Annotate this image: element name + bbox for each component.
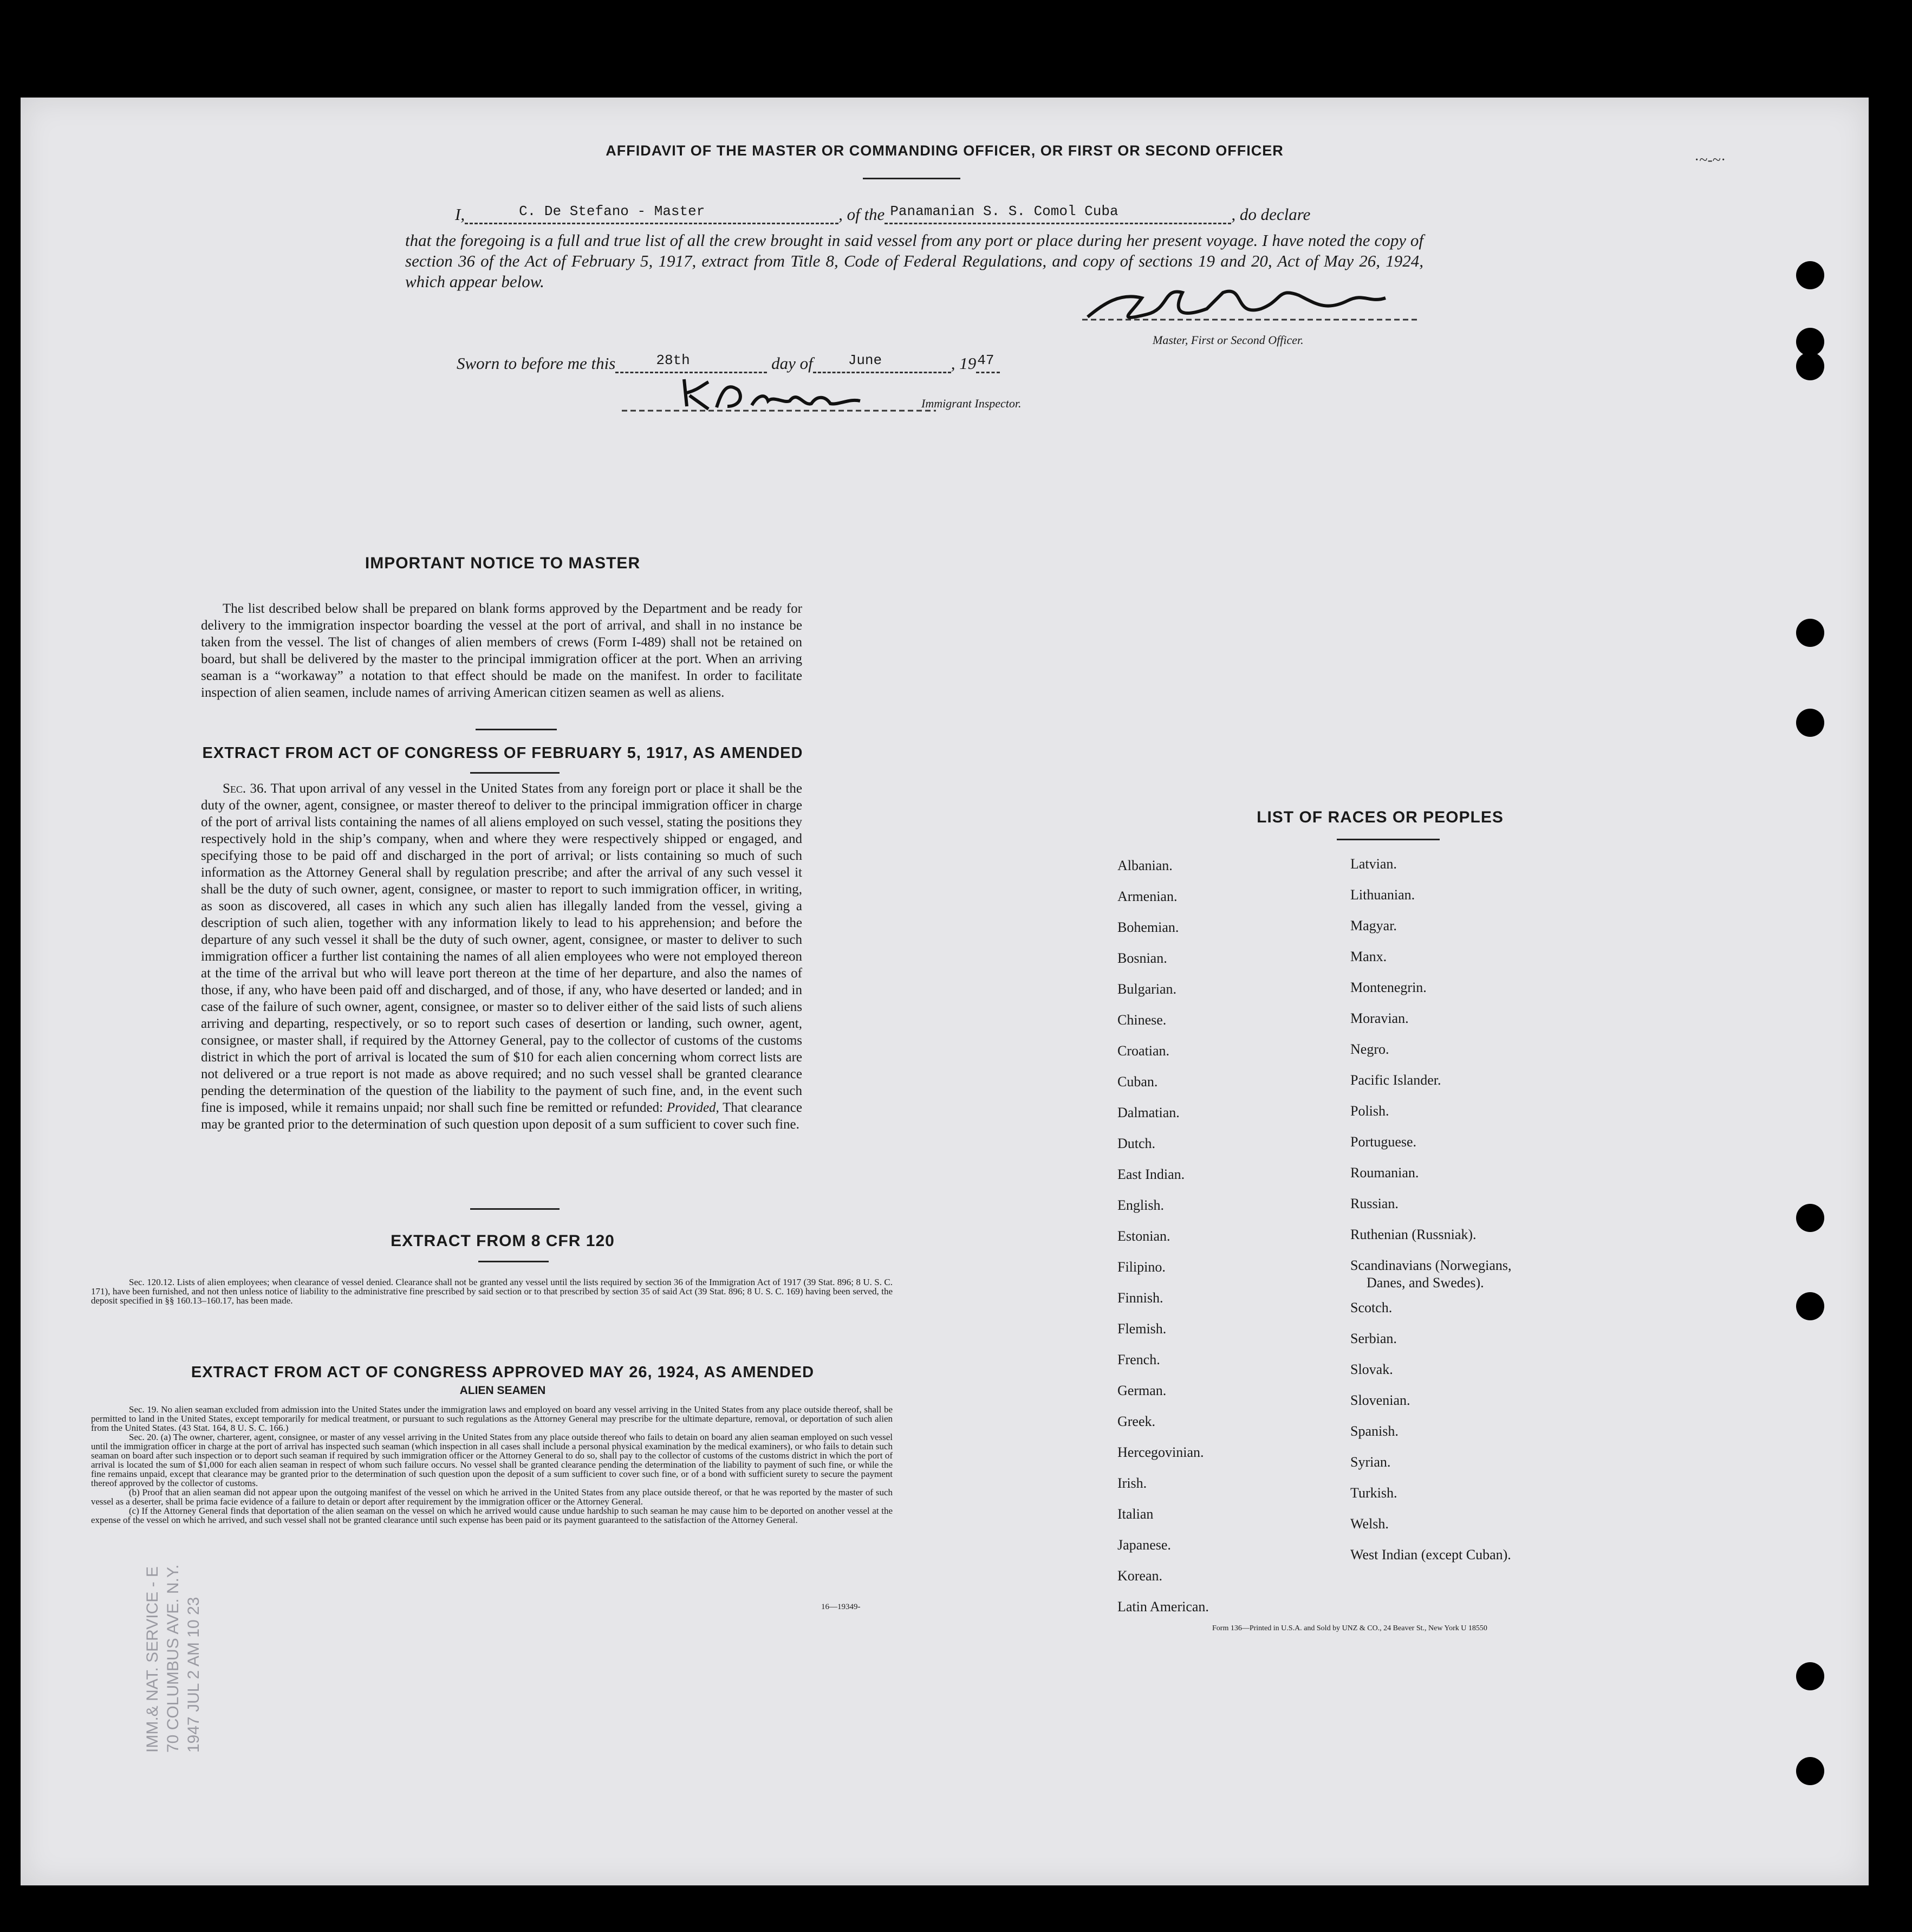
race-item: Dutch. bbox=[1117, 1136, 1156, 1151]
sworn-year: 47 bbox=[977, 352, 994, 368]
race-item: Russian. bbox=[1350, 1196, 1399, 1211]
year-prefix: , 19 bbox=[951, 354, 977, 373]
race-item: Ruthenian (Russniak). bbox=[1350, 1227, 1477, 1242]
race-item: Armenian. bbox=[1117, 889, 1178, 904]
extract-cfr-title: EXTRACT FROM 8 CFR 120 bbox=[391, 1232, 615, 1250]
sworn-month: June bbox=[848, 352, 882, 368]
declaration-line bbox=[455, 205, 1310, 224]
race-item: Bosnian. bbox=[1117, 950, 1167, 966]
extract-cfr-divider bbox=[478, 1261, 549, 1262]
day-of-text: day of bbox=[771, 354, 813, 373]
race-item: Chinese. bbox=[1117, 1012, 1167, 1028]
race-item: Albanian. bbox=[1117, 858, 1173, 873]
form-number: 16—19349- bbox=[821, 1603, 861, 1611]
race-item: Syrian. bbox=[1350, 1454, 1391, 1470]
race-item: Manx. bbox=[1350, 949, 1387, 964]
race-item: Danes, and Swedes). bbox=[1367, 1275, 1484, 1291]
race-item: Greek. bbox=[1117, 1414, 1156, 1429]
declaration-text: that the foregoing is a full and true list of all the crew brought in said vessel from any port or place during her present voyage. I have noted the copy of section 36 of the Act of February 5, 1917, extract from Title 8, Code of Federal Regulations, and copy of sections 19 and 20, Act of May 26, 1924, which appear below. bbox=[405, 231, 1423, 291]
race-item: Portuguese. bbox=[1350, 1134, 1417, 1150]
race-item: Moravian. bbox=[1350, 1010, 1409, 1026]
stamp-line-1: IMM.& NAT. SERVICE - E bbox=[144, 1566, 161, 1753]
race-item: Filipino. bbox=[1117, 1259, 1166, 1275]
race-item: Polish. bbox=[1350, 1103, 1389, 1119]
race-item: Slovenian. bbox=[1350, 1392, 1410, 1408]
extract-1917-title: EXTRACT FROM ACT OF CONGRESS OF FEBRUARY 5, 1917, AS AMENDED bbox=[202, 744, 803, 762]
extract-1917-body bbox=[201, 780, 802, 1133]
extract-1924-body bbox=[91, 1405, 893, 1525]
sec-36-label: Sec. 36. bbox=[223, 781, 267, 796]
race-item: Slovak. bbox=[1350, 1362, 1393, 1377]
race-item: Spanish. bbox=[1350, 1423, 1399, 1439]
races-title: LIST OF RACES OR PEOPLES bbox=[1257, 808, 1504, 826]
notice-text: The list described below shall be prepared on blank forms approved by the Department and be ready for delivery to the immigration inspector boarding the vessel at the port of arrival, and shall in no instance be taken from the vessel. The list of changes of alien members of crews (Form I-489) shall not be retained on board, but shall be delivered by the master to the principal immigration officer at the port. When an arriving seaman is a “workaway” a notation to that effect should be made on the manifest. In order to facilitate inspection of alien seamen, include names of arriving American citizen seamen as well as aliens. bbox=[201, 601, 802, 700]
race-item: Montenegrin. bbox=[1350, 980, 1427, 995]
race-item: Dalmatian. bbox=[1117, 1105, 1180, 1120]
inspector-caption: Immigrant Inspector. bbox=[921, 397, 1022, 410]
punch-hole bbox=[1796, 261, 1824, 289]
punch-hole bbox=[1796, 1662, 1824, 1690]
punch-hole bbox=[1796, 1757, 1824, 1785]
sec-36-text: That upon arrival of any vessel in the United States from any foreign port or place it shall be the duty of the owner, agent, consignee, or master thereof to deliver to the principal immigration officer in charge of the port of arrival lists containing the names of all aliens employed on such vessel, stating the positions they respectively hold in the ship’s company, when and where they were respectively shipped or engaged, and specifying those to be paid off and discharged in the port of arrival; or lists containing so much of such information as the Attorney General shall by regulation prescribe; and after the arrival of any such vessel it shall be the duty of such owner, agent, consignee, or master to report to such immigration officer, in writing, as soon as discovered, all cases in which any such alien has illegally landed from the vessel, giving a description of such alien, together with any information likely to lead to his apprehension; and before the departure of any such vessel it shall be the duty of such owner, agent, consignee, or master to deliver to such immigration officer a further list containing the names of all alien employees who were not employed thereon at the time of the arrival but who will leave port thereon at the time of her departure, and also the names of those, if any, who have been paid off and discharged, and of those, if any, who have deserted or landed; and in case of the failure of such owner, agent, consignee, or master so to deliver either of the said lists of such aliens arriving and departing, respectively, or so to report such cases of desertion or landing, such owner, agent, consignee, or master shall, if required by the Attorney General, pay to the collector of customs of the customs district in which the port of arrival is located the sum of $10 for each alien concerning whom correct lists are not delivered or a true report is not made as above required; and no such vessel shall be granted clearance pending the determination of the question of the liability to the payment of such fine, and, in the event such fine is imposed, while it remains unpaid; nor shall such fine be remitted or refunded: bbox=[201, 781, 802, 1115]
race-item: Irish. bbox=[1117, 1475, 1147, 1491]
of-the-text: , of the bbox=[838, 205, 885, 224]
extract-1924-title: EXTRACT FROM ACT OF CONGRESS APPROVED MAY 26, 1924, AS AMENDED bbox=[191, 1364, 815, 1381]
race-item: Flemish. bbox=[1117, 1321, 1167, 1337]
stamp-line-3: 1947 JUL 2 AM 10 23 bbox=[185, 1597, 203, 1753]
race-item: Cuban. bbox=[1117, 1074, 1158, 1090]
race-item: Magyar. bbox=[1350, 918, 1397, 933]
punch-hole bbox=[1796, 709, 1824, 737]
race-item: Latvian. bbox=[1350, 856, 1397, 872]
vessel-name: Panamanian S. S. Comol Cuba bbox=[890, 203, 1118, 219]
sec-36-text-end: That clearance may be granted prior to the determination of such question upon deposit of a sum sufficient to cover such fine. bbox=[201, 1100, 802, 1132]
master-signature bbox=[1082, 271, 1429, 330]
sec-20a-text: Sec. 20. (a) The owner, charterer, agent, consignee, or master of any vessel arriving in the United States from any place outside thereof who fails to detain on board any alien seaman employed on such vessel until the immigration officer in charge at the port of arrival has inspected such seaman (which inspection in all cases shall include a personal physical examination by the medical examiners), or who fails to detain such seaman on board after such inspection or to deport such seaman if required by such immigration officer or the Attorney General to do so, shall pay to the collector of customs of the customs district in which the port of arrival is located the sum of $1,000 for each alien seaman in respect of whom such failure occurs. No vessel shall be granted clearance pending the determination of the liability to payment of such fine, or while the fine remains unpaid, except that clearance may be granted prior to the determination of such question upon the deposit of a sum sufficient to cover such fine, or of a bond with sufficient surety to secure the payment thereof approved by the collector of customs. bbox=[91, 1432, 893, 1488]
extract-1917-end-divider bbox=[470, 1208, 560, 1210]
sec-20b-text: (b) Proof that an alien seaman did not appear upon the outgoing manifest of the vessel on which he arrived in the United States from any place outside thereof, or that he was reported by the master of such vessel as a deserter, shall be prima facie evidence of a failure to detain or deport after requirement by the immigration officer or the Attorney General. bbox=[91, 1487, 893, 1507]
race-item: Croatian. bbox=[1117, 1043, 1170, 1059]
extract-cfr-text: Sec. 120.12. Lists of alien employees; when clearance of vessel denied. Clearance shall not be granted any vessel until the lists required by section 36 of the Immigration Act of 1917 (39 Stat. 896; 8 U. S. C. 171), have been furnished, and not then unless notice of liability to the administrative fine prescribed by said section or to that prescribed by section 35 of said Act (39 Stat. 896; 8 U. S. C. 169) having been served, the deposit specified in §§ 160.13–160.17, has been made. bbox=[91, 1277, 893, 1306]
punch-hole bbox=[1796, 1204, 1824, 1232]
races-divider bbox=[1337, 839, 1440, 840]
form-footer: Form 136—Printed in U.S.A. and Sold by UNZ & CO., 24 Beaver St., New York U 18550 bbox=[1212, 1624, 1487, 1632]
race-item: Welsh. bbox=[1350, 1516, 1389, 1532]
race-item: English. bbox=[1117, 1197, 1164, 1213]
race-item: Scandinavians (Norwegians, bbox=[1350, 1257, 1512, 1273]
corner-mark: ·~-~· bbox=[1694, 152, 1726, 168]
extract-1924-subtitle: ALIEN SEAMEN bbox=[459, 1384, 546, 1397]
receipt-stamp bbox=[142, 1565, 204, 1753]
race-item: Scotch. bbox=[1350, 1300, 1393, 1315]
race-item: Negro. bbox=[1350, 1041, 1389, 1057]
punch-hole bbox=[1796, 352, 1824, 380]
master-signature-caption: Master, First or Second Officer. bbox=[1153, 333, 1304, 347]
sec-20c-text: (c) If the Attorney General finds that deportation of the alien seaman on the vessel on which he arrived would cause undue hardship to such seaman he may cause him to be deported on another vessel at the expense of the vessel on which he arrived, and such vessel shall not be granted clearance until such expense has been paid or its payment guaranteed to the satisfaction of the Attorney General. bbox=[91, 1506, 893, 1525]
stamp-line-2: 70 COLUMBUS AVE. N.Y. bbox=[164, 1564, 182, 1753]
race-item: Roumanian. bbox=[1350, 1165, 1419, 1181]
race-item: Estonian. bbox=[1117, 1228, 1170, 1244]
race-item: Lithuanian. bbox=[1350, 887, 1415, 903]
sworn-prefix: Sworn to before me this bbox=[457, 354, 616, 373]
title-divider bbox=[863, 178, 960, 179]
race-item: Finnish. bbox=[1117, 1290, 1163, 1306]
extract-1917-divider bbox=[470, 772, 560, 774]
sworn-line bbox=[457, 354, 1000, 373]
race-item: Korean. bbox=[1117, 1568, 1163, 1584]
document-page bbox=[21, 98, 1869, 1885]
race-item: West Indian (except Cuban). bbox=[1350, 1547, 1511, 1563]
affidavit-title: AFFIDAVIT OF THE MASTER OR COMMANDING OFFICER, OR FIRST OR SECOND OFFICER bbox=[606, 142, 1284, 159]
punch-hole bbox=[1796, 619, 1824, 647]
race-item: East Indian. bbox=[1117, 1166, 1185, 1182]
race-item: Serbian. bbox=[1350, 1331, 1397, 1346]
notice-divider bbox=[476, 729, 557, 730]
punch-hole bbox=[1796, 1292, 1824, 1320]
races-left-column bbox=[1117, 858, 1334, 1630]
race-item: Turkish. bbox=[1350, 1485, 1397, 1501]
race-item: Pacific Islander. bbox=[1350, 1072, 1441, 1088]
races-right-column bbox=[1350, 856, 1632, 1578]
race-item: Hercegovinian. bbox=[1117, 1444, 1204, 1460]
race-item: Italian bbox=[1117, 1506, 1154, 1522]
race-item: Bulgarian. bbox=[1117, 981, 1177, 997]
declaration-prefix: I, bbox=[455, 205, 465, 224]
provided-label: Provided, bbox=[666, 1100, 719, 1115]
race-item: Latin American. bbox=[1117, 1599, 1209, 1615]
notice-title: IMPORTANT NOTICE TO MASTER bbox=[365, 554, 641, 572]
do-declare-text: , do declare bbox=[1231, 205, 1311, 224]
race-item: German. bbox=[1117, 1383, 1167, 1398]
sworn-day: 28th bbox=[656, 352, 690, 368]
race-item: Japanese. bbox=[1117, 1537, 1171, 1553]
sec-19-text: Sec. 19. No alien seaman excluded from admission into the United States under the immigration laws and employed on board any vessel arriving in the United States from any place outside thereof, shall be permitted to land in the United States, except temporarily for medical treatment, or pursuant to such regulations as the Attorney General may prescribe for the ultimate departure, removal, or deportation of such alien from the United States. (43 Stat. 164, 8 U. S. C. 166.) bbox=[91, 1404, 893, 1433]
race-item: French. bbox=[1117, 1352, 1160, 1367]
master-name: C. De Stefano - Master bbox=[519, 203, 705, 219]
race-item: Bohemian. bbox=[1117, 919, 1179, 935]
inspector-signature bbox=[622, 374, 936, 417]
